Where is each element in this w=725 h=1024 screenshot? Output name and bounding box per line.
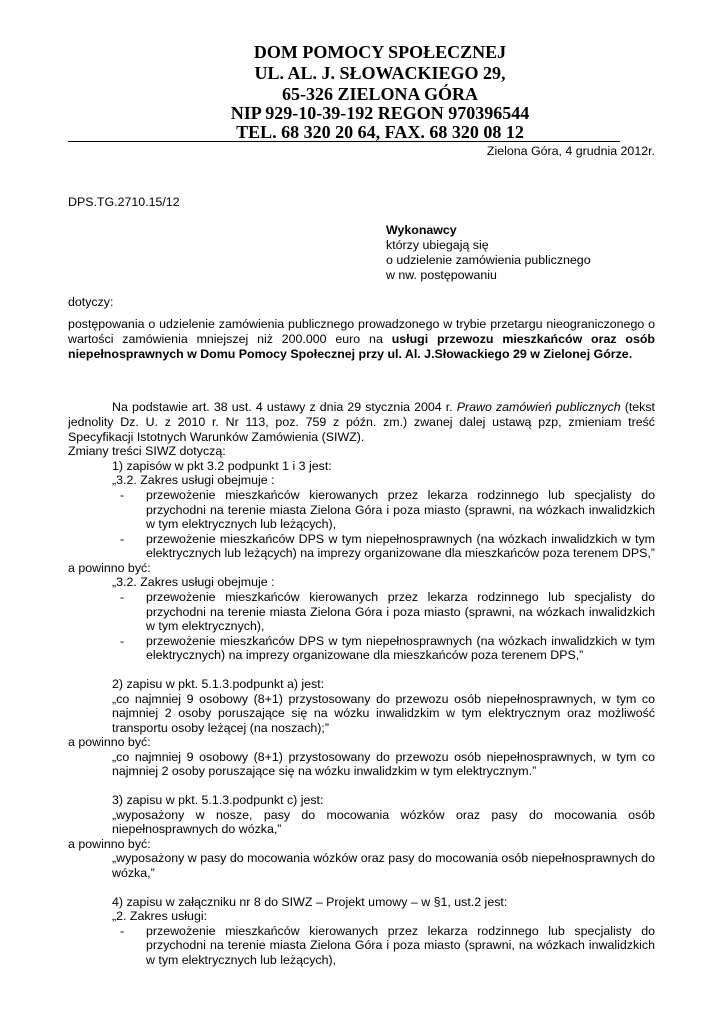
change-3-line-1: „wyposażony w nosze, pasy do mocowania wózków oraz pasy do mocowania osób [112, 808, 655, 822]
subject-line-1: postępowania o udzielenie zamówienia publicznego prowadzonego w trybie przetargu nieograniczonego o [68, 317, 655, 331]
header-line-2: UL. AL. J. SŁOWACKIEGO 29, [254, 63, 506, 83]
change-2-heading: 2) zapisu w pkt. 5.1.3.podpunkt a) jest: [112, 677, 325, 691]
intro-line-4: Zmiany treści SIWZ dotyczą: [68, 444, 226, 458]
change-2-line-1: „co najmniej 9 osobowy (8+1) przystosowany do przewozu osób niepełnosprawnych, w tym co [112, 692, 655, 706]
addressee-line-2: o udzielenie zamówienia publicznego [386, 253, 591, 267]
intro-line-2: jednolity Dz. U. z 2010 r. Nr 113, poz. 759 z późn. zm.) zwanej dalej ustawą pzp, zmieniam treść [68, 415, 655, 429]
header-line-3: 65-326 ZIELONA GÓRA [281, 84, 479, 104]
subject-line-2-text: wartości zamówienia mniejszej niż 200.000 euro na [68, 332, 392, 346]
subject-label: dotyczy: [68, 295, 114, 309]
change-2-line-2: najmniej 2 osoby poruszające się na wózku inwalidzkim w tym elektrycznym oraz możliwość [112, 706, 655, 720]
addressee-line-1: którzy ubiegają się [386, 238, 489, 252]
addressee-line-3: w nw. postępowaniu [386, 268, 497, 282]
change-1-item-1-line-3: w tym elektrycznych lub leżących), [146, 517, 337, 531]
bullet-dash: - [120, 488, 125, 502]
change-1b-item-2-line-1: przewożenie mieszkańców DPS w tym niepełnosprawnych (na wózkach inwalidzkich w tym [146, 634, 655, 648]
change-3b-line-2: wózka,” [112, 866, 155, 880]
should-be-label: a powinno być: [68, 837, 151, 851]
intro-line-1-text: Na podstawie art. 38 ust. 4 ustawy z dnia 29 stycznia 2004 r. [112, 400, 457, 414]
bullet-dash: - [120, 634, 125, 648]
change-3-heading: 3) zapisu w pkt. 5.1.3.podpunkt c) jest: [112, 793, 324, 807]
change-1-heading: 1) zapisów w pkt 3.2 podpunkt 1 i 3 jest: [112, 459, 332, 473]
intro-line-3: Specyfikacji Istotnych Warunków Zamówienia (SIWZ). [68, 430, 365, 444]
change-3b-line-1: „wyposażony w pasy do mocowania wózków oraz pasy do mocowania osób niepełnosprawnych do [112, 851, 655, 865]
intro-line-1-end: (tekst [620, 400, 655, 414]
change-3-line-2: niepełnosprawnych do wózka,” [112, 822, 282, 836]
header-line-1: DOM POMOCY SPOŁECZNEJ [253, 42, 507, 62]
change-1b-item-1-line-3: w tym elektrycznych), [146, 619, 265, 633]
change-2b-line-2: najmniej 2 osoby poruszające się na wózku inwalidzkim w tym elektrycznym.” [112, 764, 537, 778]
change-1b-item-1-line-2: przychodni na terenie miasta Zielona Góra i poza miasto (sprawni, na wózkach inwalidzkich [146, 605, 655, 619]
header-line-5: TEL. 68 320 20 64, FAX. 68 320 08 12 [236, 122, 524, 142]
subject-line-2-bold: usługi przewozu mieszkańców oraz osób [391, 332, 655, 346]
change-2b-line-1: „co najmniej 9 osobowy (8+1) przystosowany do przewozu osób niepełnosprawnych, w tym co [112, 750, 655, 764]
change-4-item-1-line-1: przewożenie mieszkańców kierowanych przez lekarza rodzinnego lub specjalisty do [146, 924, 655, 938]
should-be-label: a powinno być: [68, 735, 151, 749]
change-1-item-2-line-1: przewożenie mieszkańców DPS w tym niepełnosprawnych (na wózkach inwalidzkich w tym [146, 532, 655, 546]
change-1-quote-title: „3.2. Zakres usługi obejmuje : [112, 473, 275, 487]
should-be-label: a powinno być: [68, 561, 151, 575]
change-2-line-3: transportu osoby leżącej (na noszach);” [112, 721, 329, 735]
document-date: Zielona Góra, 4 grudnia 2012r. [486, 144, 655, 158]
intro-law-title: Prawo zamówień publicznych [456, 400, 621, 414]
addressee-title: Wykonawcy [386, 223, 457, 237]
change-4-item-1-line-3: w tym elektrycznych lub leżących), [146, 953, 337, 967]
change-4-heading: 4) zapisu w załączniku nr 8 do SIWZ – Projekt umowy – w §1, ust.2 jest: [112, 895, 508, 909]
change-1-item-2-line-2: elektrycznych lub leżących) na imprezy organizowane dla mieszkańców poza terenem DPS,” [146, 546, 655, 560]
change-1-item-1-line-1: przewożenie mieszkańców kierowanych przez lekarza rodzinnego lub specjalisty do [146, 488, 655, 502]
header-line-4: NIP 929-10-39-192 REGON 970396544 [230, 103, 530, 123]
change-1b-item-1-line-1: przewożenie mieszkańców kierowanych przez lekarza rodzinnego lub specjalisty do [146, 590, 655, 604]
change-4-item-1-line-2: przychodni na terenie miasta Zielona Góra i poza miasto (sprawni, na wózkach inwalidzkich [146, 938, 655, 952]
bullet-dash: - [120, 924, 125, 938]
bullet-dash: - [120, 590, 125, 604]
change-1-item-1-line-2: przychodni na terenie miasta Zielona Góra i poza miasto (sprawni, na wózkach inwalidzkich [146, 503, 655, 517]
reference-number: DPS.TG.2710.15/12 [68, 195, 180, 209]
intro-line-1 [112, 400, 655, 415]
change-4-quote-title: „2. Zakres usługi: [112, 909, 208, 923]
change-1b-item-2-line-2: elektrycznych) na imprezy organizowane dla mieszkańców poza terenem DPS,” [146, 648, 584, 662]
header-rule [68, 141, 620, 142]
subject-line-2 [68, 332, 655, 347]
subject-line-3: niepełnosprawnych w Domu Pomocy Społecznej przy ul. Al. J.Słowackiego 29 w Zielonej Górze. [68, 347, 633, 361]
bullet-dash: - [120, 532, 125, 546]
change-1b-quote-title: „3.2. Zakres usługi obejmuje : [112, 575, 275, 589]
